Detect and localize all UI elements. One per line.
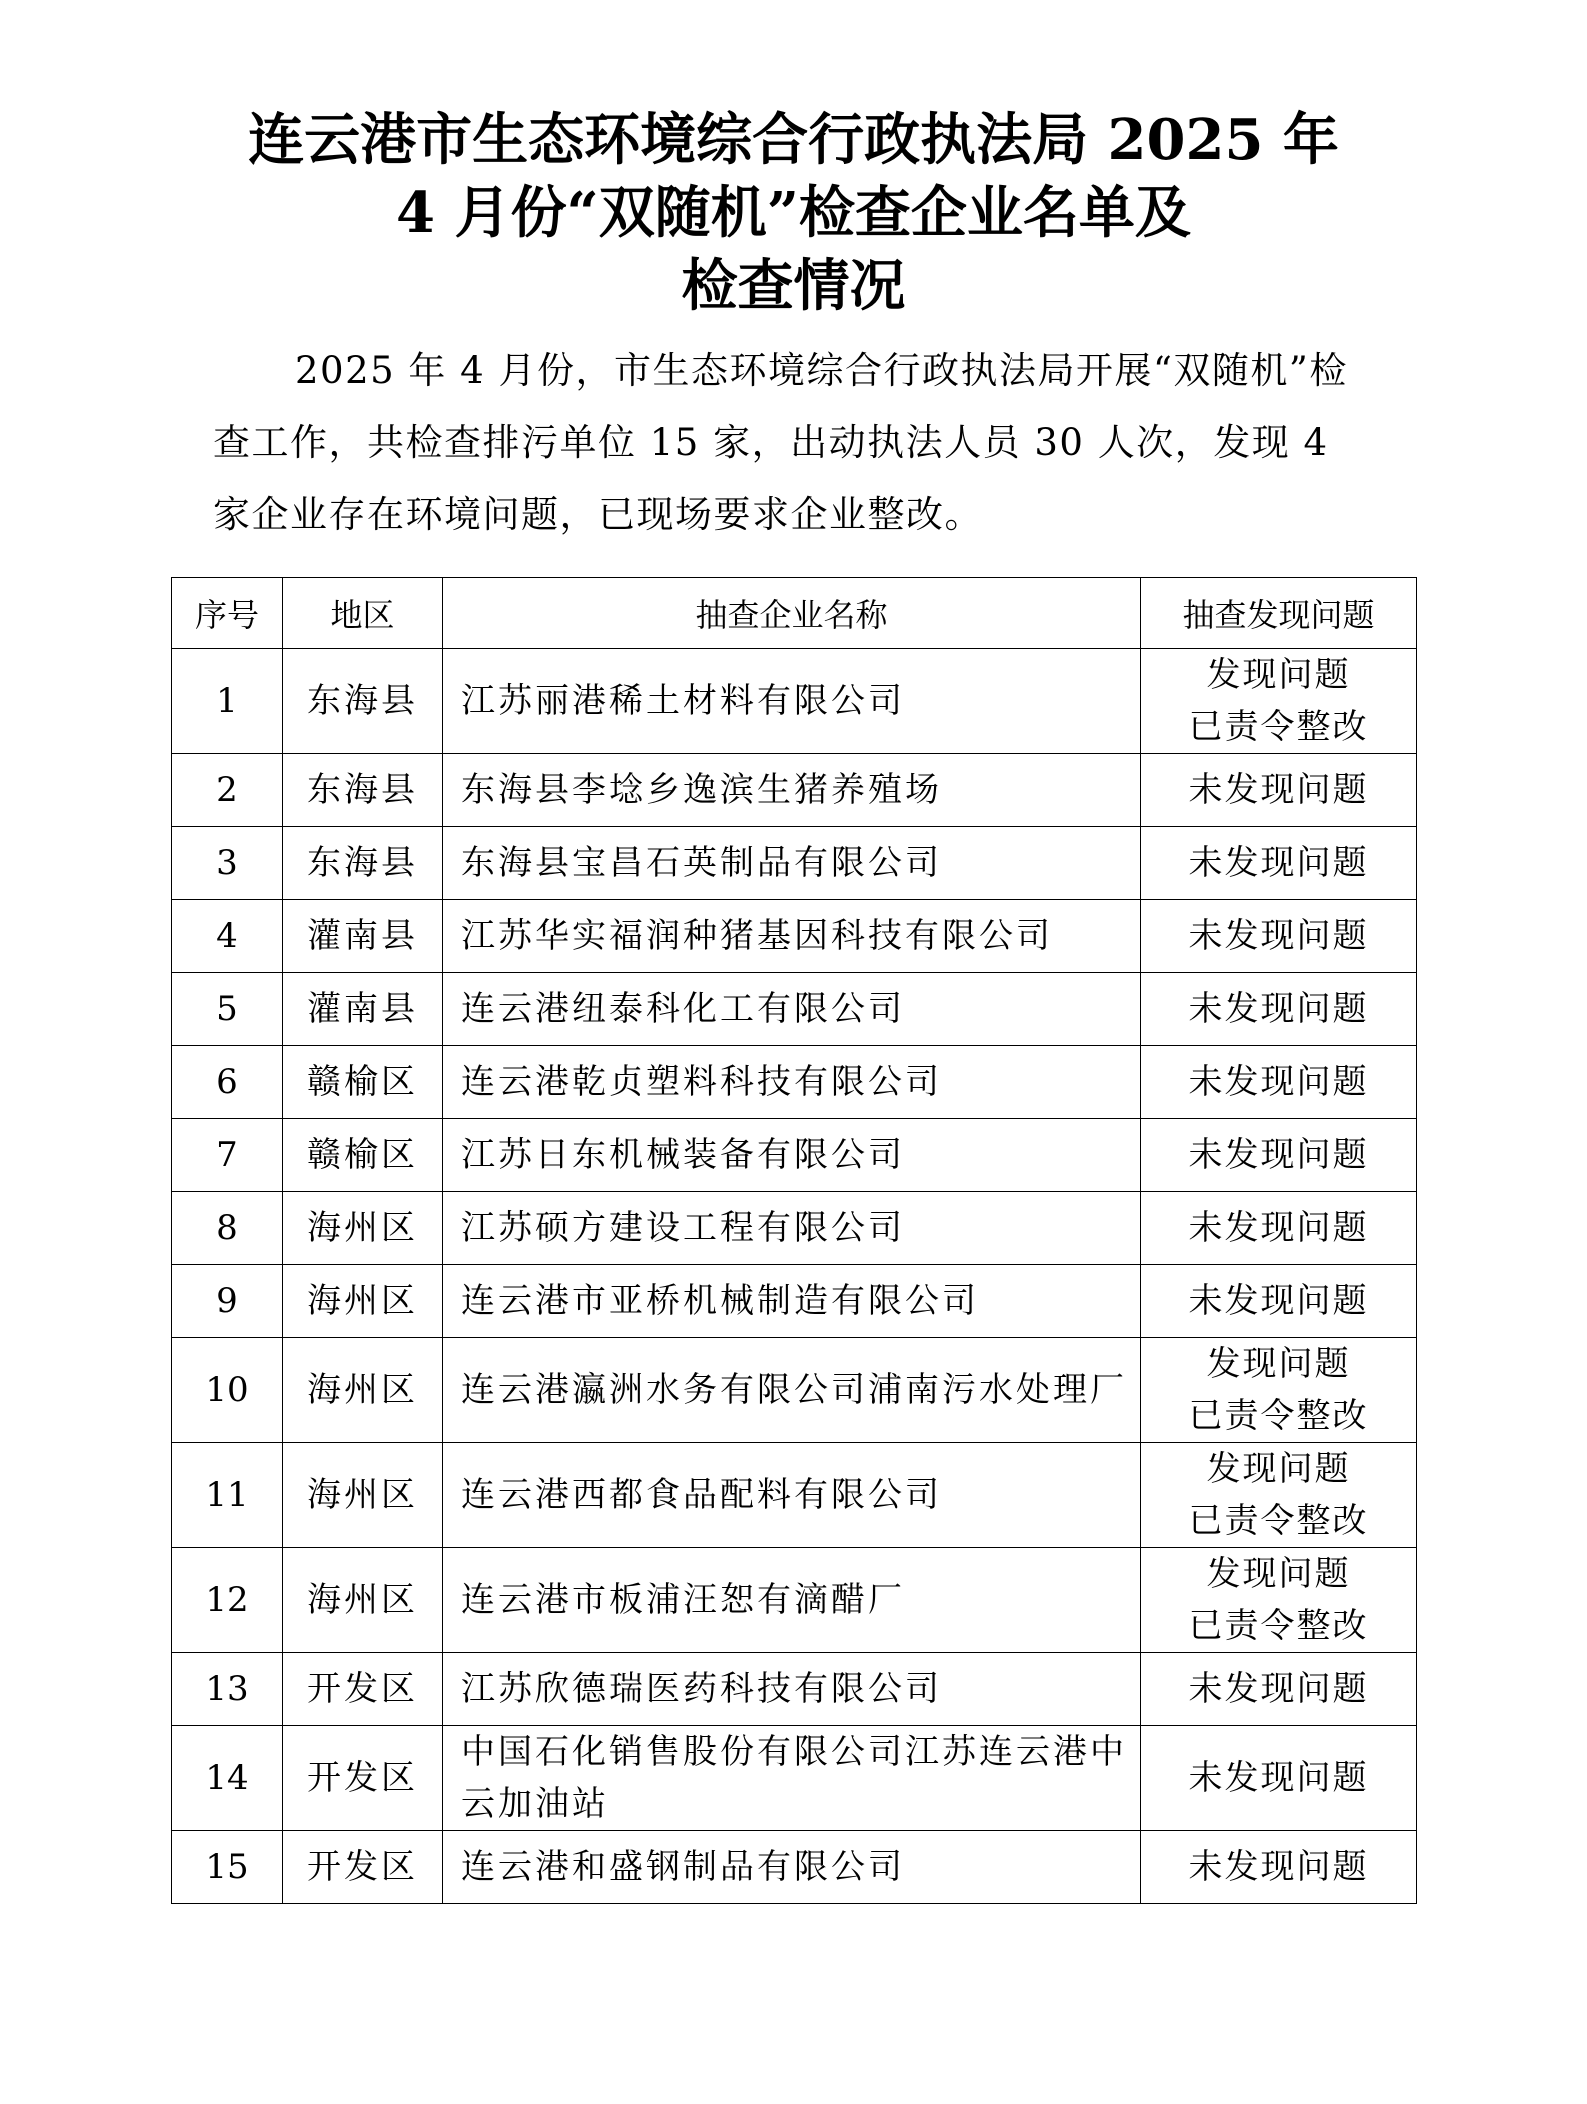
cell-no: 15 — [172, 1831, 283, 1904]
result-line: 未发现问题 — [1188, 916, 1369, 956]
result-line: 未发现问题 — [1188, 1758, 1369, 1798]
result-line: 发现问题 — [1206, 1344, 1351, 1384]
table-row — [172, 1831, 1417, 1904]
cell-result — [1141, 900, 1417, 973]
cell-company-name: 东海县宝昌石英制品有限公司 — [443, 827, 1141, 900]
cell-company-name: 连云港市板浦汪恕有滴醋厂 — [443, 1548, 1141, 1653]
cell-result — [1141, 973, 1417, 1046]
result-line: 未发现问题 — [1188, 770, 1369, 810]
cell-result — [1141, 1119, 1417, 1192]
table-row — [172, 1119, 1417, 1192]
cell-company-name: 江苏欣德瑞医药科技有限公司 — [443, 1653, 1141, 1726]
cell-no: 2 — [172, 754, 283, 827]
cell-region: 海州区 — [283, 1443, 443, 1548]
table-row — [172, 1443, 1417, 1548]
cell-company-name: 连云港和盛钢制品有限公司 — [443, 1831, 1141, 1904]
cell-company-name: 连云港瀛洲水务有限公司浦南污水处理厂 — [443, 1338, 1141, 1443]
cell-region: 灌南县 — [283, 973, 443, 1046]
table-row — [172, 754, 1417, 827]
cell-region: 东海县 — [283, 827, 443, 900]
cell-company-name: 江苏硕方建设工程有限公司 — [443, 1192, 1141, 1265]
result-line: 未发现问题 — [1188, 1135, 1369, 1175]
result-line: 发现问题 — [1206, 655, 1351, 695]
table-body — [172, 649, 1417, 1904]
intro-paragraph — [213, 335, 1363, 551]
cell-result — [1141, 1653, 1417, 1726]
cell-result — [1141, 1831, 1417, 1904]
cell-region: 开发区 — [283, 1726, 443, 1831]
cell-region: 海州区 — [283, 1265, 443, 1338]
cell-region: 海州区 — [283, 1338, 443, 1443]
cell-no: 4 — [172, 900, 283, 973]
table-row — [172, 973, 1417, 1046]
header-region: 地区 — [283, 578, 443, 649]
table-row — [172, 649, 1417, 754]
cell-no: 7 — [172, 1119, 283, 1192]
cell-company-name: 连云港乾贞塑料科技有限公司 — [443, 1046, 1141, 1119]
result-line: 已责令整改 — [1188, 707, 1369, 747]
cell-company-name: 连云港市亚桥机械制造有限公司 — [443, 1265, 1141, 1338]
cell-region: 东海县 — [283, 754, 443, 827]
cell-result — [1141, 649, 1417, 754]
cell-no: 1 — [172, 649, 283, 754]
cell-result — [1141, 1726, 1417, 1831]
cell-result — [1141, 827, 1417, 900]
cell-result — [1141, 1265, 1417, 1338]
cell-region: 赣榆区 — [283, 1046, 443, 1119]
cell-company-name: 连云港西都食品配料有限公司 — [443, 1443, 1141, 1548]
result-line: 已责令整改 — [1188, 1606, 1369, 1646]
cell-region: 东海县 — [283, 649, 443, 754]
cell-no: 11 — [172, 1443, 283, 1548]
result-line: 未发现问题 — [1188, 843, 1369, 883]
header-company-name: 抽查企业名称 — [443, 578, 1141, 649]
cell-region: 海州区 — [283, 1192, 443, 1265]
table-row — [172, 1548, 1417, 1653]
cell-company-name: 江苏日东机械装备有限公司 — [443, 1119, 1141, 1192]
header-no: 序号 — [172, 578, 283, 649]
cell-no: 12 — [172, 1548, 283, 1653]
cell-company-name: 中国石化销售股份有限公司江苏连云港中云加油站 — [443, 1726, 1141, 1831]
cell-no: 10 — [172, 1338, 283, 1443]
header-result: 抽查发现问题 — [1141, 578, 1417, 649]
table-header-row — [172, 578, 1417, 649]
result-line: 已责令整改 — [1188, 1501, 1369, 1541]
result-line: 发现问题 — [1206, 1554, 1351, 1594]
table-row — [172, 827, 1417, 900]
cell-no: 14 — [172, 1726, 283, 1831]
cell-result — [1141, 1192, 1417, 1265]
cell-result — [1141, 1548, 1417, 1653]
table-row — [172, 1653, 1417, 1726]
cell-no: 3 — [172, 827, 283, 900]
cell-region: 开发区 — [283, 1653, 443, 1726]
result-line: 未发现问题 — [1188, 1208, 1369, 1248]
title-line-3: 检查情况 — [681, 253, 906, 319]
cell-no: 5 — [172, 973, 283, 1046]
table-row — [172, 900, 1417, 973]
result-line: 未发现问题 — [1188, 1281, 1369, 1321]
title-line-1: 连云港市生态环境综合行政执法局 2025 年 — [248, 107, 1339, 173]
cell-result — [1141, 754, 1417, 827]
cell-company-name: 东海县李埝乡逸滨生猪养殖场 — [443, 754, 1141, 827]
table-row — [172, 1192, 1417, 1265]
cell-result — [1141, 1338, 1417, 1443]
cell-company-name: 江苏丽港稀土材料有限公司 — [443, 649, 1141, 754]
inspection-table — [171, 577, 1417, 1904]
table-row — [172, 1265, 1417, 1338]
result-line: 未发现问题 — [1188, 1847, 1369, 1887]
title-line-2: 4 月份“双随机”检查企业名单及 — [396, 180, 1191, 246]
cell-no: 8 — [172, 1192, 283, 1265]
result-line: 未发现问题 — [1188, 989, 1369, 1029]
cell-region: 海州区 — [283, 1548, 443, 1653]
cell-company-name: 连云港纽泰科化工有限公司 — [443, 973, 1141, 1046]
cell-result — [1141, 1443, 1417, 1548]
document-title — [0, 104, 1587, 323]
cell-no: 9 — [172, 1265, 283, 1338]
table-row — [172, 1726, 1417, 1831]
cell-company-name: 江苏华实福润种猪基因科技有限公司 — [443, 900, 1141, 973]
result-line: 发现问题 — [1206, 1449, 1351, 1489]
cell-no: 6 — [172, 1046, 283, 1119]
cell-result — [1141, 1046, 1417, 1119]
result-line: 未发现问题 — [1188, 1669, 1369, 1709]
table-row — [172, 1338, 1417, 1443]
cell-region: 开发区 — [283, 1831, 443, 1904]
result-line: 已责令整改 — [1188, 1396, 1369, 1436]
table-row — [172, 1046, 1417, 1119]
result-line: 未发现问题 — [1188, 1062, 1369, 1102]
intro-text: 2025 年 4 月份，市生态环境综合行政执法局开展“双随机”检查工作，共检查排污单位 15 家，出动执法人员 30 人次，发现 4 家企业存在环境问题，已现场要求企业整改。 — [213, 349, 1348, 536]
cell-region: 赣榆区 — [283, 1119, 443, 1192]
cell-region: 灌南县 — [283, 900, 443, 973]
cell-no: 13 — [172, 1653, 283, 1726]
